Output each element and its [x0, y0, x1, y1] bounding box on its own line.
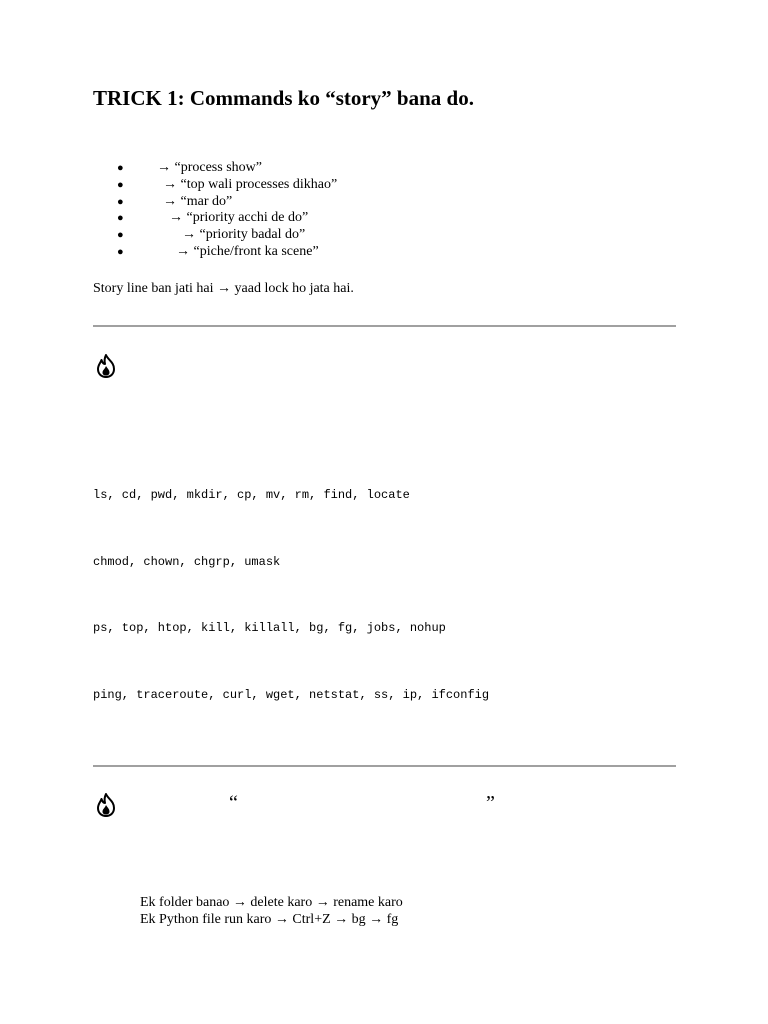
list-item [0, 177, 768, 194]
fire-icon [93, 792, 119, 818]
list-item [0, 160, 768, 177]
bullet-marker: ● [117, 212, 124, 225]
fire-icon [93, 353, 119, 379]
bullet-text: → “mar do” [163, 193, 233, 209]
bullet-marker: ● [117, 178, 124, 191]
bullet-text: → “priority badal do” [182, 227, 306, 243]
bullet-text: → “piche/front ka scene” [176, 243, 319, 259]
horizontal-divider [93, 765, 676, 767]
practice-line: Ek folder banao → delete karo → rename karo [140, 895, 403, 910]
bullet-text: → “process show” [157, 160, 262, 175]
bullet-marker: ● [117, 162, 124, 174]
practice-line: Ek Python file run karo → Ctrl+Z → bg → fg [140, 912, 399, 927]
bullet-text: → “top wali processes dikhao” [163, 176, 338, 192]
list-item [0, 227, 768, 244]
command-group-processes: ps, top, htop, kill, killall, bg, fg, jobs, nohup [93, 621, 446, 635]
command-group-network: ping, traceroute, curl, wget, netstat, ss, ip, ifconfig [93, 688, 490, 702]
command-group-files: ls, cd, pwd, mkdir, cp, mv, rm, find, locate [93, 488, 410, 502]
bullet-marker: ● [117, 229, 124, 242]
page-title: TRICK 1: Commands ko “story” bana do. [93, 86, 474, 110]
list-item [0, 194, 768, 211]
list-item [0, 244, 768, 261]
command-story-list [0, 160, 768, 261]
list-item [0, 210, 768, 227]
bullet-marker: ● [117, 245, 124, 258]
command-group-permissions: chmod, chown, chgrp, umask [93, 555, 281, 569]
section-heading-close-quote: ” [486, 792, 495, 814]
bullet-marker: ● [117, 195, 124, 208]
section-heading-open-quote: “ [229, 792, 238, 814]
story-line-text: Story line ban jati hai → yaad lock ho jata hai. [93, 281, 354, 296]
bullet-text: → “priority acchi de do” [169, 210, 309, 226]
horizontal-divider [93, 325, 676, 327]
